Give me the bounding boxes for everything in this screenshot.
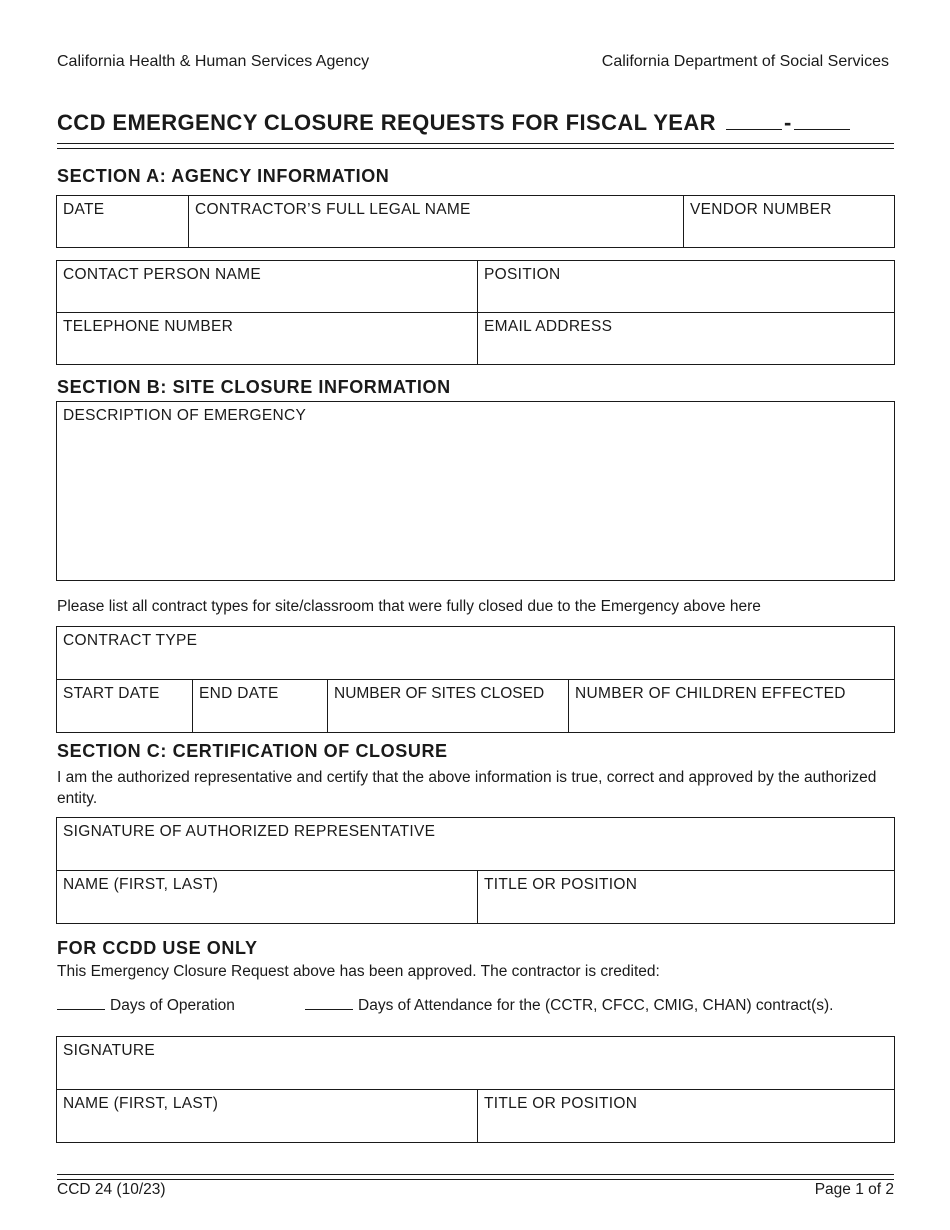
page-title (57, 109, 850, 136)
department-name: California Department of Social Services (601, 53, 889, 70)
ccdd-title-field[interactable] (477, 1090, 894, 1142)
authorized-signature-field[interactable] (57, 818, 894, 870)
agency-name: California Health & Human Services Agency (57, 53, 370, 70)
position-field[interactable] (477, 261, 894, 312)
contact-person-field[interactable] (57, 261, 477, 312)
fiscal-year-dash: - (783, 110, 792, 135)
ccdd-heading: FOR CCDD USE ONLY (57, 938, 258, 958)
contract-type-field[interactable] (57, 627, 894, 679)
title-divider (57, 143, 894, 149)
fiscal-year-start-field[interactable] (726, 109, 782, 130)
vendor-number-field[interactable] (683, 196, 894, 247)
days-operation-label: Days of Operation (110, 997, 235, 1014)
contract-instruction: Please list all contract types for site/classroom that were fully closed due to the Emergency above here (57, 598, 761, 615)
contractor-name-field[interactable] (188, 196, 683, 247)
fiscal-year-end-field[interactable] (794, 109, 850, 130)
page-number: Page 1 of 2 (814, 1181, 894, 1198)
days-attendance-line (305, 995, 833, 1016)
vendor-number-label: VENDOR NUMBER (690, 201, 832, 218)
emergency-description-field[interactable] (56, 401, 895, 581)
end-date-field[interactable] (192, 680, 327, 732)
contractor-name-label: CONTRACTOR’S FULL LEGAL NAME (195, 201, 471, 218)
children-effected-label: NUMBER OF CHILDREN EFFECTED (575, 685, 846, 702)
days-attendance-label: Days of Attendance for the (CCTR, CFCC, CMIG, CHAN) contract(s). (358, 997, 834, 1014)
certifier-title-field[interactable] (477, 871, 894, 923)
certifier-name-label: NAME (FIRST, LAST) (63, 876, 219, 893)
ccdd-title-label: TITLE OR POSITION (484, 1095, 638, 1112)
section-b-heading: SECTION B: SITE CLOSURE INFORMATION (57, 377, 451, 397)
section-a-heading: SECTION A: AGENCY INFORMATION (57, 166, 390, 186)
sites-closed-field[interactable] (327, 680, 568, 732)
agency-info-table-2 (56, 260, 895, 365)
certification-statement: I am the authorized representative and certify that the above information is true, correct and approved by the authorized entity. (57, 769, 877, 807)
children-effected-field[interactable] (568, 680, 894, 732)
section-c-heading: SECTION C: CERTIFICATION OF CLOSURE (57, 741, 448, 761)
footer-divider (57, 1174, 894, 1180)
ccdd-signature-label: SIGNATURE (63, 1042, 155, 1059)
email-label: EMAIL ADDRESS (484, 318, 613, 335)
certifier-name-field[interactable] (57, 871, 477, 923)
title-text: CCD EMERGENCY CLOSURE REQUESTS FOR FISCAL YEAR (57, 110, 716, 135)
ccdd-approval-statement: This Emergency Closure Request above has been approved. The contractor is credited: (57, 963, 660, 980)
sites-closed-label: NUMBER OF SITES CLOSED (334, 685, 545, 702)
telephone-label: TELEPHONE NUMBER (63, 318, 234, 335)
start-date-field[interactable] (57, 680, 192, 732)
days-operation-blank[interactable] (57, 995, 105, 1010)
contract-type-label: CONTRACT TYPE (63, 632, 198, 649)
emergency-description-label: DESCRIPTION OF EMERGENCY (63, 407, 307, 424)
telephone-field[interactable] (57, 313, 477, 364)
form-id: CCD 24 (10/23) (57, 1181, 166, 1198)
email-field[interactable] (477, 313, 894, 364)
end-date-label: END DATE (199, 685, 279, 702)
date-field[interactable] (57, 196, 188, 247)
start-date-label: START DATE (63, 685, 160, 702)
ccdd-signature-table (56, 1036, 895, 1143)
days-operation-line (57, 995, 235, 1016)
ccdd-signature-field[interactable] (57, 1037, 894, 1089)
contract-table (56, 626, 895, 733)
contact-person-label: CONTACT PERSON NAME (63, 266, 262, 283)
position-label: POSITION (484, 266, 561, 283)
certifier-title-label: TITLE OR POSITION (484, 876, 638, 893)
days-attendance-blank[interactable] (305, 995, 353, 1010)
agency-info-table-1 (56, 195, 895, 248)
certification-table (56, 817, 895, 924)
date-label: DATE (63, 201, 105, 218)
authorized-signature-label: SIGNATURE OF AUTHORIZED REPRESENTATIVE (63, 823, 436, 840)
ccdd-name-label: NAME (FIRST, LAST) (63, 1095, 219, 1112)
ccdd-name-field[interactable] (57, 1090, 477, 1142)
